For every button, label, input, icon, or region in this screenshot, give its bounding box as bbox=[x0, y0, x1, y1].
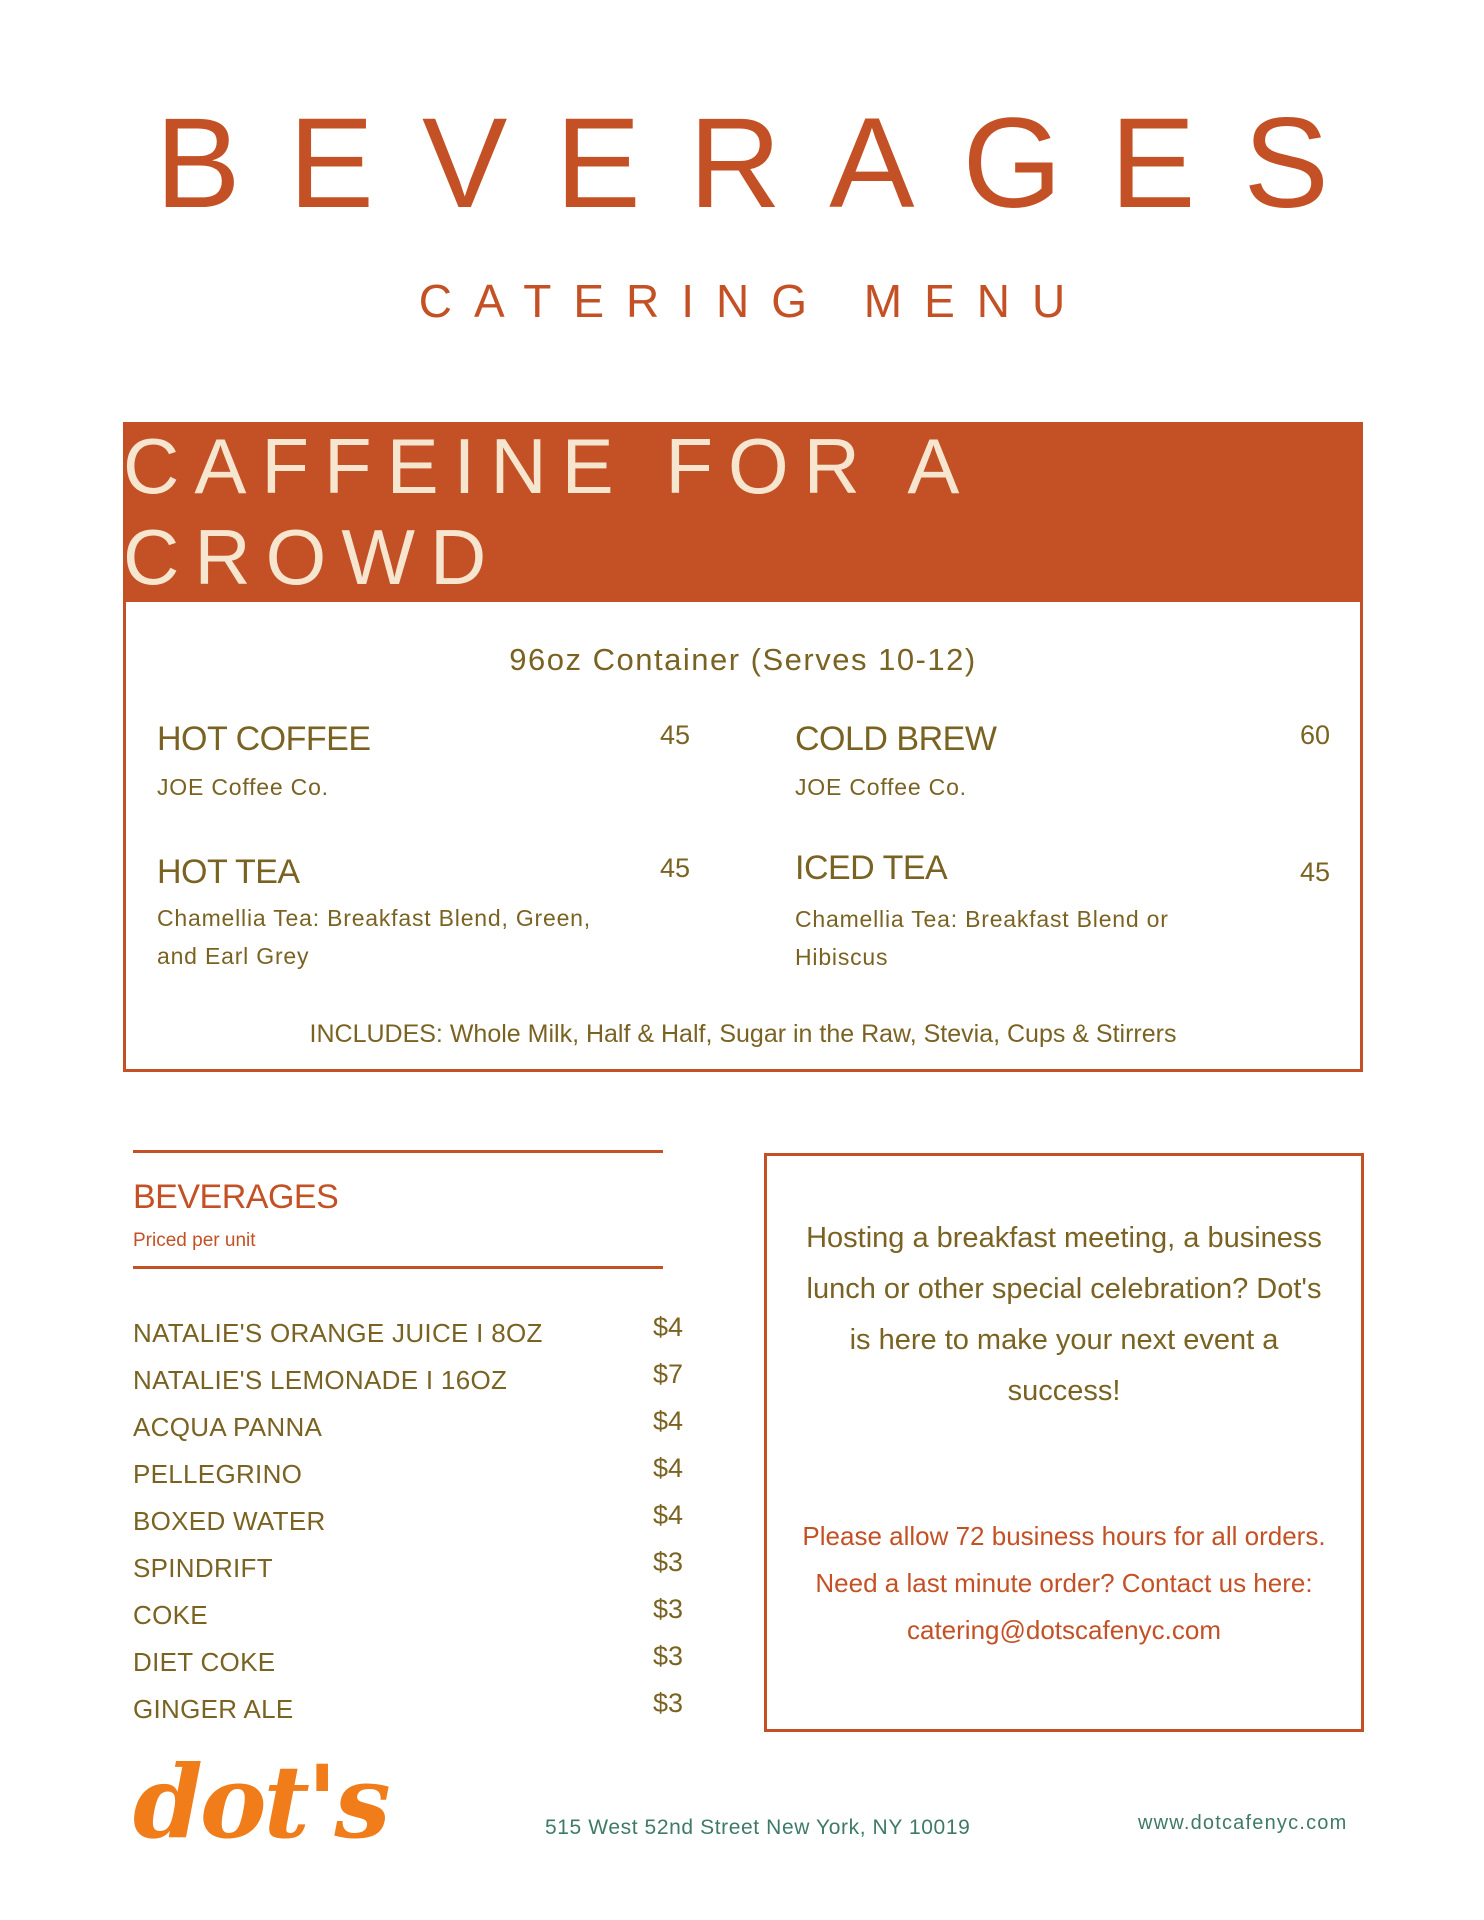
menu-item-name-hot-tea: HOT TEA bbox=[157, 853, 300, 891]
order-notice-line: Need a last minute order? Contact us here: bbox=[815, 1568, 1313, 1598]
beverage-name: BOXED WATER bbox=[133, 1506, 326, 1536]
menu-item-desc-iced-tea-line-2: Hibiscus bbox=[795, 944, 889, 970]
page-title: BEVERAGES bbox=[155, 92, 1377, 235]
menu-item-price-hot-coffee: 45 bbox=[659, 720, 690, 750]
beverage-price: $4 bbox=[652, 1312, 683, 1342]
beverage-price: $4 bbox=[652, 1453, 683, 1483]
menu-item-desc-hot-coffee: JOE Coffee Co. bbox=[157, 774, 329, 800]
beverage-name: ACQUA PANNA bbox=[133, 1412, 323, 1442]
beverages-bottom-rule bbox=[133, 1266, 663, 1269]
beverage-name: COKE bbox=[133, 1600, 208, 1630]
order-notice-line: Please allow 72 business hours for all orders. bbox=[802, 1521, 1326, 1551]
beverages-top-rule bbox=[133, 1150, 663, 1153]
beverage-row bbox=[133, 1406, 683, 1459]
beverages-subheading: Priced per unit bbox=[133, 1230, 256, 1251]
menu-item-desc-hot-tea-line-2: and Earl Grey bbox=[157, 943, 310, 969]
beverage-row bbox=[133, 1453, 683, 1506]
beverage-row bbox=[133, 1312, 683, 1365]
info-message bbox=[764, 1213, 1364, 1417]
menu-item-desc-cold-brew: JOE Coffee Co. bbox=[795, 774, 967, 800]
order-notice bbox=[764, 1513, 1364, 1654]
beverage-price: $3 bbox=[652, 1594, 683, 1624]
beverage-name: NATALIE'S LEMONADE I 16OZ bbox=[133, 1365, 508, 1395]
beverage-name: NATALIE'S ORANGE JUICE I 8OZ bbox=[133, 1318, 543, 1348]
beverage-name: DIET COKE bbox=[133, 1647, 276, 1677]
beverage-price: $4 bbox=[652, 1406, 683, 1436]
menu-item-name-iced-tea: ICED TEA bbox=[795, 849, 948, 887]
dots-logo: dot's bbox=[133, 1743, 388, 1861]
beverages-heading: BEVERAGES bbox=[133, 1178, 339, 1216]
menu-item-price-cold-brew: 60 bbox=[1299, 720, 1330, 750]
footer-address: 515 West 52nd Street New York, NY 10019 bbox=[545, 1816, 971, 1839]
menu-item-desc-hot-tea-line-1: Chamellia Tea: Breakfast Blend, Green, bbox=[157, 905, 591, 931]
info-message-line: lunch or other special celebration? Dot's bbox=[806, 1273, 1322, 1305]
info-message-line: Hosting a breakfast meeting, a business bbox=[806, 1222, 1322, 1254]
beverage-row bbox=[133, 1547, 683, 1600]
menu-item-price-iced-tea: 45 bbox=[1299, 857, 1330, 887]
beverage-row bbox=[133, 1359, 683, 1412]
beverage-name: SPINDRIFT bbox=[133, 1553, 273, 1583]
includes-note: INCLUDES: Whole Milk, Half & Half, Sugar in the Raw, Stevia, Cups & Stirrers bbox=[309, 1020, 1177, 1048]
beverage-row bbox=[133, 1594, 683, 1647]
beverage-name: PELLEGRINO bbox=[133, 1459, 303, 1489]
info-message-line: success! bbox=[1007, 1375, 1121, 1407]
beverage-price: $3 bbox=[652, 1547, 683, 1577]
beverage-name: GINGER ALE bbox=[133, 1694, 294, 1724]
caffeine-banner: CAFFEINE FOR A CROWD bbox=[123, 422, 1363, 602]
beverage-row bbox=[133, 1641, 683, 1694]
menu-item-desc-iced-tea-line-1: Chamellia Tea: Breakfast Blend or bbox=[795, 906, 1169, 932]
beverage-price: $3 bbox=[652, 1688, 683, 1718]
menu-item-name-hot-coffee: HOT COFFEE bbox=[157, 720, 371, 758]
beverage-row bbox=[133, 1500, 683, 1553]
menu-item-price-hot-tea: 45 bbox=[659, 853, 690, 883]
page-subtitle: CATERING MENU bbox=[418, 275, 1088, 327]
menu-item-name-cold-brew: COLD BREW bbox=[795, 720, 997, 758]
beverage-price: $3 bbox=[652, 1641, 683, 1671]
info-message-line: is here to make your next event a bbox=[849, 1324, 1279, 1356]
beverage-row bbox=[133, 1688, 683, 1741]
beverage-price: $4 bbox=[652, 1500, 683, 1530]
beverage-price: $7 bbox=[652, 1359, 683, 1389]
contact-email-link[interactable]: catering@dotscafenyc.com bbox=[907, 1615, 1221, 1645]
container-note: 96oz Container (Serves 10-12) bbox=[509, 642, 977, 677]
footer-website-link[interactable]: www.dotcafenyc.com bbox=[1138, 1812, 1348, 1834]
